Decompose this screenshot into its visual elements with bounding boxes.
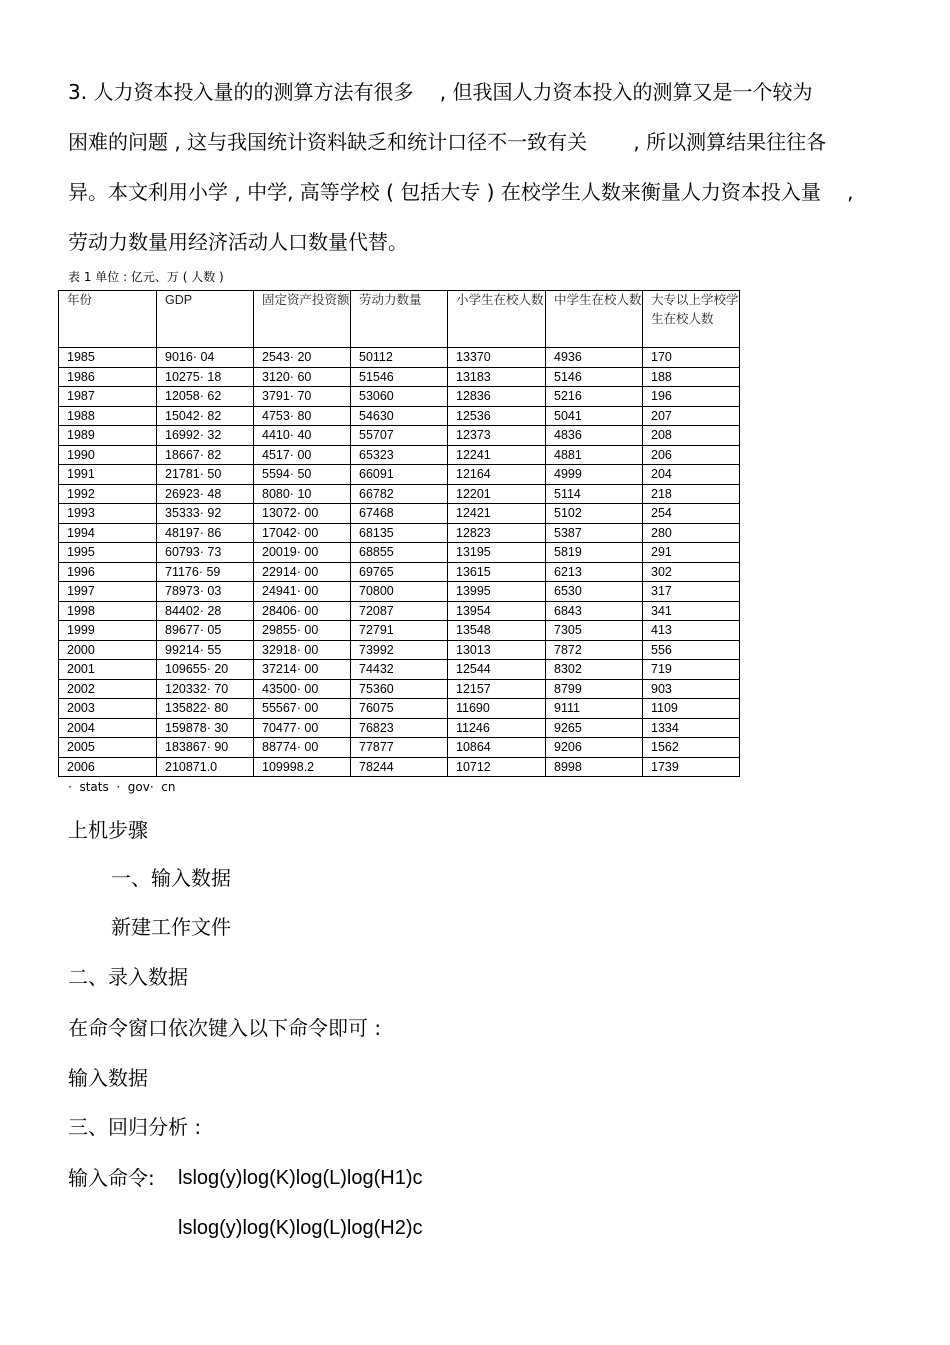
table-row <box>59 504 740 524</box>
command-label: 输入命令: <box>68 1166 155 1190</box>
header-gdp: GDP <box>157 291 254 348</box>
table-cell: 12241 <box>448 445 546 465</box>
table-row <box>59 465 740 485</box>
table-cell: 1986 <box>59 367 157 387</box>
table-cell: 9016· 04 <box>157 348 254 368</box>
table-cell: 75360 <box>351 679 448 699</box>
table-cell: 70477· 00 <box>254 718 351 738</box>
table-cell: 4881 <box>546 445 643 465</box>
table-cell: 1993 <box>59 504 157 524</box>
table-cell: 37214· 00 <box>254 660 351 680</box>
table-cell: 7305 <box>546 621 643 641</box>
table-cell: 556 <box>643 640 740 660</box>
table-cell: 9265 <box>546 718 643 738</box>
table-cell: 16992· 32 <box>157 426 254 446</box>
table-cell: 204 <box>643 465 740 485</box>
table-cell: 207 <box>643 406 740 426</box>
table-cell: 55707 <box>351 426 448 446</box>
table-cell: 11690 <box>448 699 546 719</box>
paragraph-line-3: 异。本文利用小学 , 中学, 高等学校 ( 包括大专 ) 在校学生人数来衡量人力资本投入量 , <box>68 180 854 204</box>
table-cell: 7872 <box>546 640 643 660</box>
step-2-description: 在命令窗口依次键入以下命令即可 : <box>68 1016 382 1040</box>
table-cell: 317 <box>643 582 740 602</box>
table-cell: 1995 <box>59 543 157 563</box>
table-cell: 77877 <box>351 738 448 758</box>
table-cell: 10864 <box>448 738 546 758</box>
table-row <box>59 679 740 699</box>
table-cell: 99214· 55 <box>157 640 254 660</box>
table-row <box>59 445 740 465</box>
table-cell: 8302 <box>546 660 643 680</box>
table-cell: 1990 <box>59 445 157 465</box>
table-row <box>59 601 740 621</box>
table-cell: 68135 <box>351 523 448 543</box>
table-cell: 1739 <box>643 757 740 777</box>
table-cell: 26923· 48 <box>157 484 254 504</box>
paragraph-line-1: 3. 人力资本投入量的的测算方法有很多 , 但我国人力资本投入的测算又是一个较为 <box>68 80 813 104</box>
table-row <box>59 582 740 602</box>
table-cell: 13370 <box>448 348 546 368</box>
table-cell: 12164 <box>448 465 546 485</box>
table-cell: 1999 <box>59 621 157 641</box>
table-cell: 254 <box>643 504 740 524</box>
table-cell: 35333· 92 <box>157 504 254 524</box>
table-row <box>59 406 740 426</box>
table-row <box>59 640 740 660</box>
table-cell: 24941· 00 <box>254 582 351 602</box>
paragraph-line-2: 困难的问题 , 这与我国统计资料缺乏和统计口径不一致有关 , 所以测算结果往往各 <box>68 130 827 154</box>
table-cell: 210871.0 <box>157 757 254 777</box>
table-cell: 3120· 60 <box>254 367 351 387</box>
step-1-sub: 新建工作文件 <box>111 915 231 939</box>
table-cell: 1985 <box>59 348 157 368</box>
table-cell: 53060 <box>351 387 448 407</box>
table-cell: 12373 <box>448 426 546 446</box>
table-cell: 1992 <box>59 484 157 504</box>
table-cell: 6530 <box>546 582 643 602</box>
table-cell: 67468 <box>351 504 448 524</box>
table-cell: 4999 <box>546 465 643 485</box>
table-cell: 3791· 70 <box>254 387 351 407</box>
table-cell: 9206 <box>546 738 643 758</box>
header-year: 年份 <box>59 291 157 348</box>
table-cell: 1997 <box>59 582 157 602</box>
data-table <box>58 290 740 777</box>
table-cell: 29855· 00 <box>254 621 351 641</box>
table-row <box>59 718 740 738</box>
table-cell: 208 <box>643 426 740 446</box>
table-cell: 5146 <box>546 367 643 387</box>
table-cell: 5114 <box>546 484 643 504</box>
table-cell: 2005 <box>59 738 157 758</box>
table-cell: 66782 <box>351 484 448 504</box>
command-1: lslog(y)log(K)log(L)log(H1)c <box>178 1167 423 1189</box>
table-cell: 13995 <box>448 582 546 602</box>
table-cell: 78244 <box>351 757 448 777</box>
table-cell: 72791 <box>351 621 448 641</box>
paragraph-line-4: 劳动力数量用经济活动人口数量代替。 <box>68 230 408 254</box>
table-cell: 65323 <box>351 445 448 465</box>
table-cell: 12157 <box>448 679 546 699</box>
table-cell: 302 <box>643 562 740 582</box>
table-cell: 68855 <box>351 543 448 563</box>
table-cell: 8080· 10 <box>254 484 351 504</box>
table-cell: 719 <box>643 660 740 680</box>
table-cell: 76823 <box>351 718 448 738</box>
table-cell: 341 <box>643 601 740 621</box>
table-row <box>59 757 740 777</box>
table-cell: 89677· 05 <box>157 621 254 641</box>
table-cell: 4936 <box>546 348 643 368</box>
header-primary-students: 小学生在校人数 <box>448 291 546 348</box>
table-cell: 73992 <box>351 640 448 660</box>
table-cell: 1562 <box>643 738 740 758</box>
table-cell: 5216 <box>546 387 643 407</box>
table-cell: 5041 <box>546 406 643 426</box>
table-cell: 28406· 00 <box>254 601 351 621</box>
table-cell: 43500· 00 <box>254 679 351 699</box>
table-row <box>59 348 740 368</box>
step-3-heading: 三、回归分析 : <box>68 1115 202 1139</box>
header-college-students: 大专以上学校学生在校人数 <box>643 291 740 348</box>
table-cell: 13954 <box>448 601 546 621</box>
table-cell: 22914· 00 <box>254 562 351 582</box>
table-cell: 71176· 59 <box>157 562 254 582</box>
table-caption: 表 1 单位 : 亿元、万 ( 人数 ) <box>68 270 224 284</box>
table-cell: 2002 <box>59 679 157 699</box>
step-2-sub: 输入数据 <box>68 1066 148 1090</box>
table-row <box>59 543 740 563</box>
table-row <box>59 426 740 446</box>
table-cell: 32918· 00 <box>254 640 351 660</box>
table-cell: 9111 <box>546 699 643 719</box>
table-cell: 13615 <box>448 562 546 582</box>
table-cell: 12421 <box>448 504 546 524</box>
table-cell: 4517· 00 <box>254 445 351 465</box>
table-cell: 60793· 73 <box>157 543 254 563</box>
table-cell: 12536 <box>448 406 546 426</box>
table-cell: 2001 <box>59 660 157 680</box>
table-row <box>59 484 740 504</box>
table-source: · stats · gov· cn <box>68 780 176 794</box>
table-header-row <box>59 291 740 348</box>
table-cell: 6843 <box>546 601 643 621</box>
table-row <box>59 387 740 407</box>
table-cell: 50112 <box>351 348 448 368</box>
table-row <box>59 738 740 758</box>
table-cell: 5102 <box>546 504 643 524</box>
table-cell: 12058· 62 <box>157 387 254 407</box>
table-cell: 12201 <box>448 484 546 504</box>
table-cell: 291 <box>643 543 740 563</box>
table-cell: 109655· 20 <box>157 660 254 680</box>
steps-title: 上机步骤 <box>68 818 148 842</box>
table-cell: 1991 <box>59 465 157 485</box>
table-cell: 170 <box>643 348 740 368</box>
table-cell: 1988 <box>59 406 157 426</box>
table-cell: 12544 <box>448 660 546 680</box>
table-cell: 2006 <box>59 757 157 777</box>
table-row <box>59 621 740 641</box>
table-cell: 13183 <box>448 367 546 387</box>
table-cell: 2000 <box>59 640 157 660</box>
table-cell: 280 <box>643 523 740 543</box>
table-cell: 55567· 00 <box>254 699 351 719</box>
table-cell: 4410· 40 <box>254 426 351 446</box>
table-cell: 4836 <box>546 426 643 446</box>
table-cell: 903 <box>643 679 740 699</box>
table-cell: 15042· 82 <box>157 406 254 426</box>
table-cell: 21781· 50 <box>157 465 254 485</box>
table-cell: 1334 <box>643 718 740 738</box>
table-cell: 159878· 30 <box>157 718 254 738</box>
table-cell: 13195 <box>448 543 546 563</box>
table-cell: 17042· 00 <box>254 523 351 543</box>
step-1-heading: 一、输入数据 <box>111 866 231 890</box>
table-cell: 109998.2 <box>254 757 351 777</box>
table-cell: 1987 <box>59 387 157 407</box>
table-cell: 6213 <box>546 562 643 582</box>
table-cell: 2004 <box>59 718 157 738</box>
table-cell: 76075 <box>351 699 448 719</box>
table-cell: 2543· 20 <box>254 348 351 368</box>
table-cell: 135822· 80 <box>157 699 254 719</box>
table-cell: 1994 <box>59 523 157 543</box>
table-cell: 5387 <box>546 523 643 543</box>
step-2-heading: 二、录入数据 <box>68 965 188 989</box>
table-cell: 413 <box>643 621 740 641</box>
table-row <box>59 523 740 543</box>
table-cell: 5594· 50 <box>254 465 351 485</box>
table-cell: 13013 <box>448 640 546 660</box>
table-cell: 51546 <box>351 367 448 387</box>
table-cell: 84402· 28 <box>157 601 254 621</box>
table-cell: 12823 <box>448 523 546 543</box>
table-cell: 188 <box>643 367 740 387</box>
table-cell: 196 <box>643 387 740 407</box>
header-labor: 劳动力数量 <box>351 291 448 348</box>
table-row <box>59 562 740 582</box>
table-cell: 10712 <box>448 757 546 777</box>
table-cell: 8799 <box>546 679 643 699</box>
table-cell: 54630 <box>351 406 448 426</box>
table-cell: 66091 <box>351 465 448 485</box>
table-cell: 1989 <box>59 426 157 446</box>
table-cell: 10275· 18 <box>157 367 254 387</box>
header-secondary-students: 中学生在校人数 <box>546 291 643 348</box>
table-cell: 48197· 86 <box>157 523 254 543</box>
table-cell: 18667· 82 <box>157 445 254 465</box>
table-cell: 78973· 03 <box>157 582 254 602</box>
table-row <box>59 660 740 680</box>
table-cell: 8998 <box>546 757 643 777</box>
header-fixed-investment: 固定资产投资额 <box>254 291 351 348</box>
table-row <box>59 367 740 387</box>
table-cell: 5819 <box>546 543 643 563</box>
table-cell: 183867· 90 <box>157 738 254 758</box>
table-cell: 88774· 00 <box>254 738 351 758</box>
table-cell: 206 <box>643 445 740 465</box>
command-2: lslog(y)log(K)log(L)log(H2)c <box>178 1217 423 1239</box>
table-cell: 4753· 80 <box>254 406 351 426</box>
table-cell: 72087 <box>351 601 448 621</box>
table-cell: 70800 <box>351 582 448 602</box>
table-cell: 20019· 00 <box>254 543 351 563</box>
table-cell: 13548 <box>448 621 546 641</box>
table-cell: 2003 <box>59 699 157 719</box>
table-cell: 11246 <box>448 718 546 738</box>
table-cell: 120332· 70 <box>157 679 254 699</box>
table-cell: 218 <box>643 484 740 504</box>
table-cell: 1109 <box>643 699 740 719</box>
table-cell: 13072· 00 <box>254 504 351 524</box>
table-cell: 12836 <box>448 387 546 407</box>
table-cell: 1996 <box>59 562 157 582</box>
table-cell: 1998 <box>59 601 157 621</box>
table-cell: 69765 <box>351 562 448 582</box>
table-row <box>59 699 740 719</box>
table-cell: 74432 <box>351 660 448 680</box>
